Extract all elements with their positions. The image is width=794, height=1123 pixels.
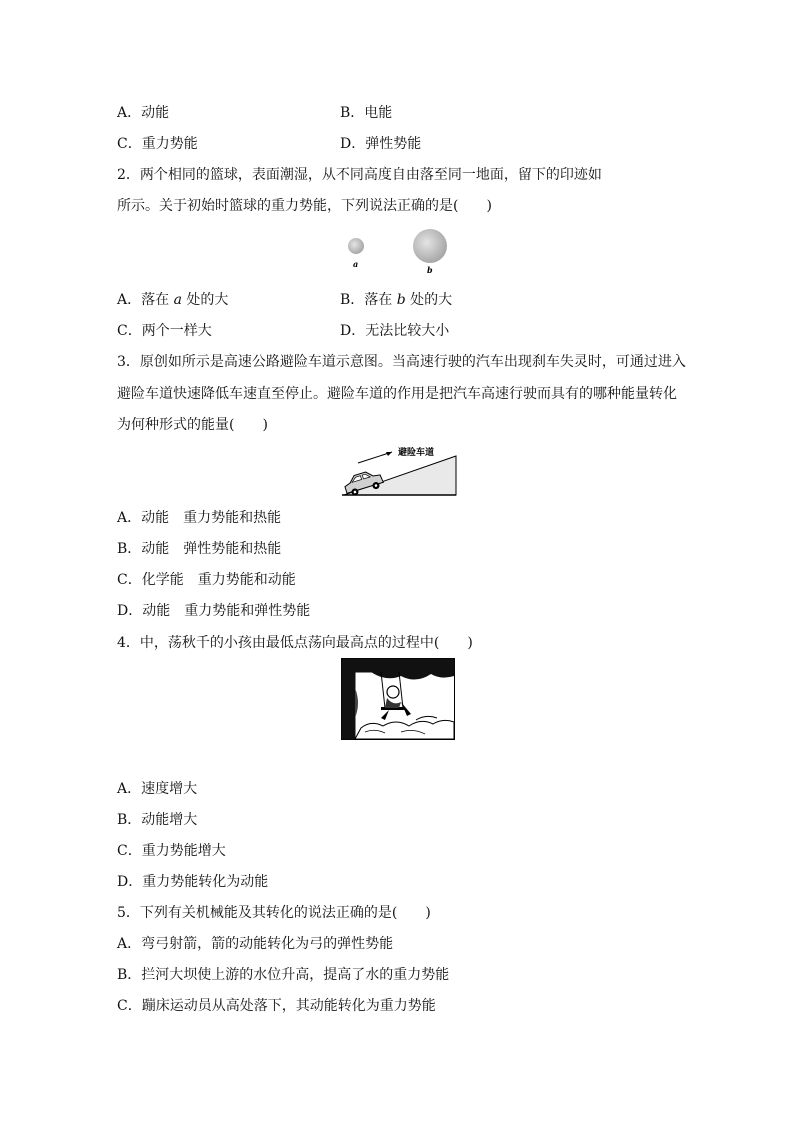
q4-option-d: D．重力势能转化为动能 <box>117 874 269 890</box>
q5-option-a: A．弯弓射箭，箭的动能转化为弓的弹性势能 <box>117 936 394 952</box>
q4-option-a: A．速度增大 <box>117 781 198 797</box>
q2-stem-line1: 2．两个相同的篮球，表面潮湿，从不同高度自由落至同一地面，留下的印迹如 <box>117 167 602 183</box>
q2-option-b-text: B．落在 <box>340 292 397 308</box>
q5-option-c: C．蹦床运动员从高处落下，其动能转化为重力势能 <box>117 998 436 1014</box>
q2-option-b-suffix: 处的大 <box>405 292 453 308</box>
mark-b-label: b <box>427 265 433 275</box>
q4-option-b: B．动能增大 <box>117 812 198 828</box>
q5-option-b: B．拦河大坝使上游的水位升高，提高了水的重力势能 <box>117 967 450 983</box>
q3-stem-line2: 避险车道快速降低车速直至停止。避险车道的作用是把汽车高速行驶而具有的哪种能量转化 <box>117 386 677 402</box>
q1-option-a: A．动能 <box>117 105 170 121</box>
q5-stem: 5．下列有关机械能及其转化的说法正确的是( ) <box>117 905 431 921</box>
basketball-marks-figure <box>340 226 460 278</box>
q1-option-d: D．弹性势能 <box>340 136 422 152</box>
q4-stem: 4．中，荡秋千的小孩由最低点荡向最高点的过程中( ) <box>117 635 473 651</box>
mark-a-label: a <box>353 259 359 269</box>
escape-lane-label: 避险车道 <box>398 448 435 458</box>
q2-stem-line2: 所示。关于初始时篮球的重力势能，下列说法正确的是( ) <box>117 198 492 214</box>
q3-option-b: B．动能 弹性势能和热能 <box>117 541 282 557</box>
escape-lane-figure <box>340 442 458 497</box>
q3-option-c: C．化学能 重力势能和动能 <box>117 572 296 588</box>
q2-option-a <box>117 291 228 309</box>
q2-option-a-var: a <box>173 292 182 308</box>
q3-stem-line3: 为何种形式的能量( ) <box>117 417 268 433</box>
q2-option-c: C．两个一样大 <box>117 323 212 339</box>
swing-figure <box>341 658 455 740</box>
q2-option-d: D．无法比较大小 <box>340 323 450 339</box>
q3-option-a: A．动能 重力势能和热能 <box>117 510 282 526</box>
q2-option-b <box>340 291 452 309</box>
q1-option-c: C．重力势能 <box>117 136 198 152</box>
mark-a-circle <box>348 238 364 254</box>
q4-option-c: C．重力势能增大 <box>117 843 226 859</box>
q3-stem-line1: 3．原创如所示是高速公路避险车道示意图。当高速行驶的汽车出现刹车失灵时，可通过进入 <box>117 354 686 370</box>
q2-option-a-text: A．落在 <box>117 292 174 308</box>
q3-option-d: D．动能 重力势能和弹性势能 <box>117 603 311 619</box>
mark-b-circle <box>413 229 447 263</box>
q1-option-b: B．电能 <box>340 105 393 121</box>
q2-option-b-var: b <box>396 292 406 308</box>
q2-option-a-suffix: 处的大 <box>181 292 229 308</box>
